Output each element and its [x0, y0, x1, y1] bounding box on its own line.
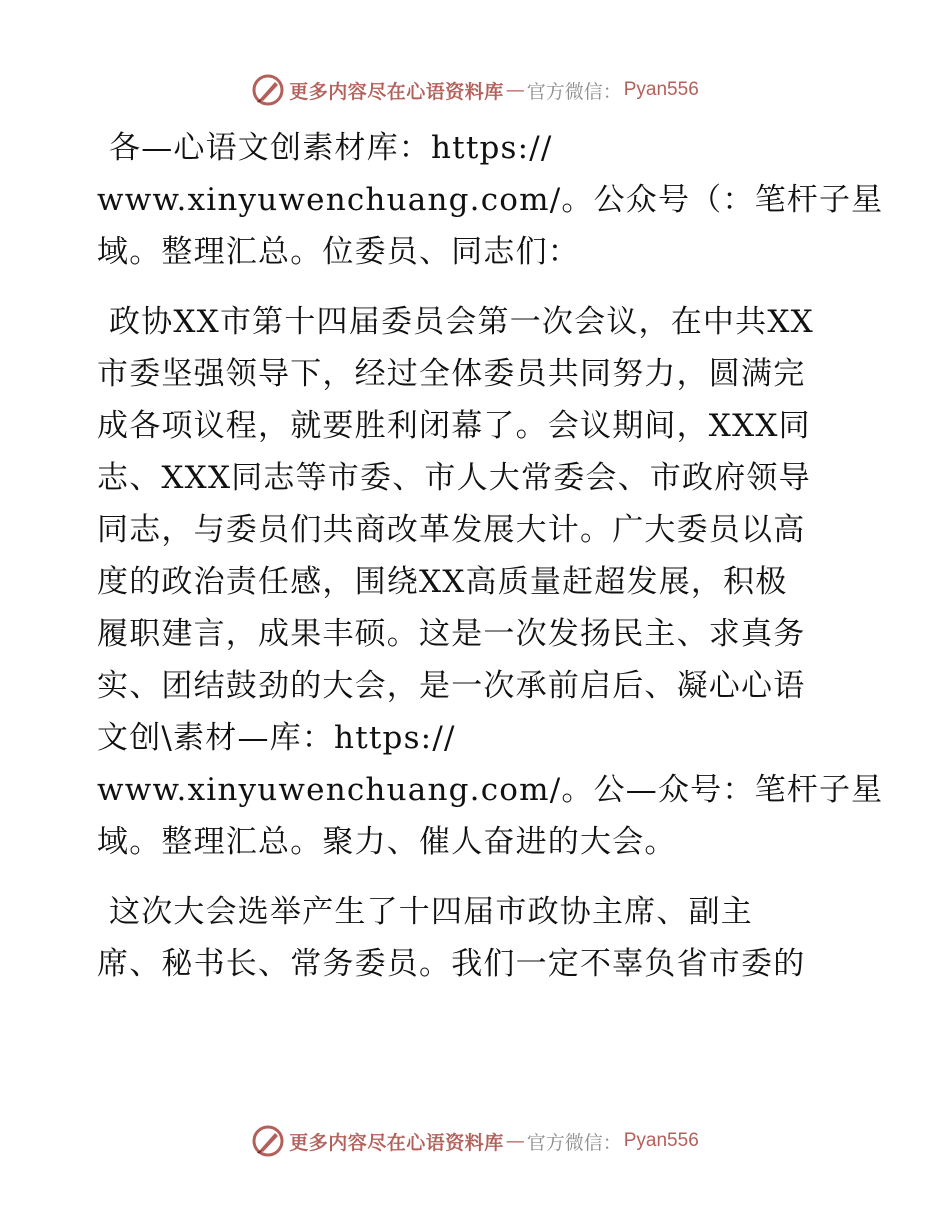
text-line: 各—心语文创素材库：https:// — [109, 130, 553, 166]
banner-weixin-id: Pyan556 — [623, 1130, 699, 1151]
banner-weixin-id: Pyan556 — [623, 79, 699, 100]
text-line: 这次大会选举产生了十四届市政协主席、副主 — [109, 894, 753, 930]
banner-separator: — — [505, 1130, 525, 1152]
text-line: 域。整理汇总。聚力、催人奋进的大会。 — [97, 824, 677, 860]
text-line: 席、秘书长、常务委员。我们一定不辜负省市委的 — [97, 946, 806, 982]
paragraph-3 — [97, 886, 857, 990]
text-line: 政协XX市第十四届委员会第一次会议，在中共XX — [109, 304, 814, 340]
document-body — [97, 122, 884, 1008]
banner-site-text: 更多内容尽在心语资料库 — [289, 80, 504, 103]
text-line: 志、XXX同志等市委、市人大常委会、市政府领导 — [97, 460, 811, 496]
text-line: 成各项议程，就要胜利闭幕了。会议期间，XXX同 — [97, 408, 811, 444]
banner-separator: — — [505, 79, 525, 101]
paragraph-2 — [97, 296, 884, 868]
banner-weixin-label: 官方微信： — [526, 1131, 622, 1154]
text-line: 文创\素材—库：https:// — [97, 720, 456, 756]
text-line: 域。整理汇总。位委员、同志们： — [97, 234, 580, 270]
footer-banner — [0, 1119, 950, 1163]
brush-logo-icon — [251, 73, 285, 107]
paragraph-1 — [97, 122, 884, 278]
text-line: www.xinyuwenchuang.com/。公众号（：笔杆子星 — [97, 182, 884, 218]
banner-site-text: 更多内容尽在心语资料库 — [289, 1131, 504, 1154]
banner-weixin-label: 官方微信： — [526, 80, 622, 103]
text-line: www.xinyuwenchuang.com/。公—众号：笔杆子星 — [97, 772, 884, 808]
text-line: 度的政治责任感，围绕XX高质量赶超发展，积极 — [97, 564, 788, 600]
text-line: 同志，与委员们共商改革发展大计。广大委员以高 — [97, 512, 806, 548]
header-banner — [0, 68, 950, 112]
text-line: 履职建言，成果丰硕。这是一次发扬民主、求真务 — [97, 616, 806, 652]
brush-logo-icon — [251, 1124, 285, 1158]
text-line: 实、团结鼓劲的大会，是一次承前启后、凝心心语 — [97, 668, 806, 704]
text-line: 市委坚强领导下，经过全体委员共同努力，圆满完 — [97, 356, 806, 392]
